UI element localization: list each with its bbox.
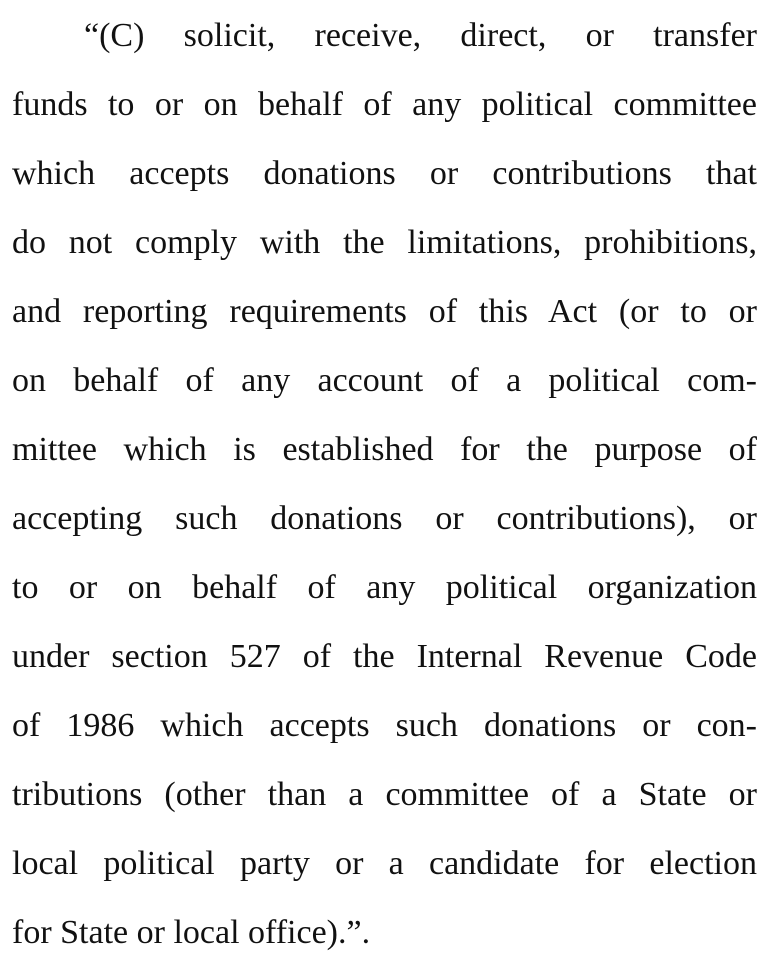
text-line: do not comply with the limitations, prohibitions, bbox=[12, 224, 757, 261]
text-line: “(C) solicit, receive, direct, or transfer bbox=[84, 17, 757, 54]
text-line: and reporting requirements of this Act (or to or bbox=[12, 293, 757, 330]
text-line: tributions (other than a committee of a State or bbox=[12, 776, 757, 813]
text-line: local political party or a candidate for election bbox=[12, 845, 757, 882]
text-line: for State or local office).”. bbox=[12, 914, 371, 951]
text-line: which accepts donations or contributions that bbox=[12, 155, 757, 192]
document-page bbox=[12, 0, 757, 970]
text-line: under section 527 of the Internal Revenue Code bbox=[12, 638, 757, 675]
text-line: to or on behalf of any political organization bbox=[12, 569, 757, 606]
text-line: of 1986 which accepts such donations or con- bbox=[12, 707, 757, 744]
text-line: funds to or on behalf of any political committee bbox=[12, 86, 757, 123]
text-line: on behalf of any account of a political com- bbox=[12, 362, 757, 399]
text-line: accepting such donations or contributions), or bbox=[12, 500, 757, 537]
text-line: mittee which is established for the purpose of bbox=[12, 431, 757, 468]
